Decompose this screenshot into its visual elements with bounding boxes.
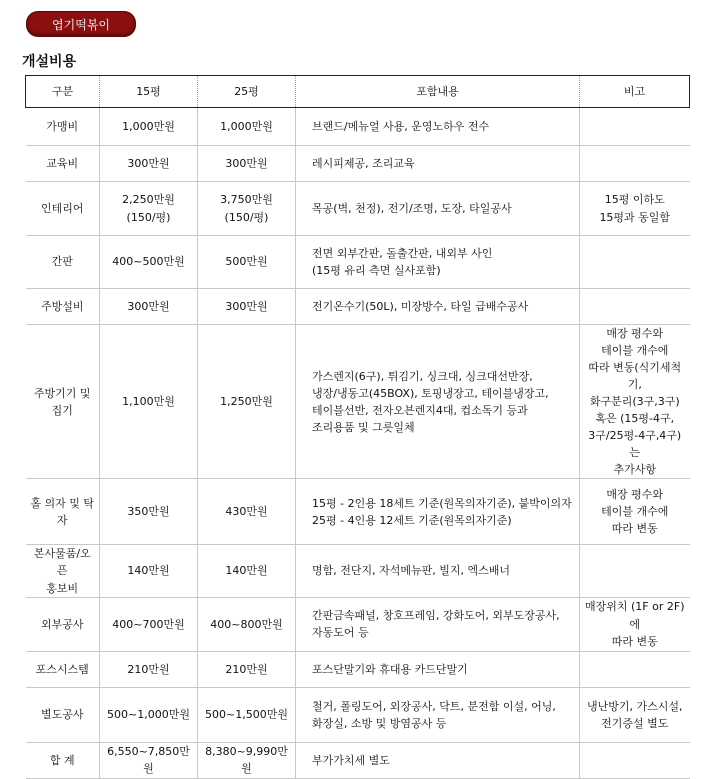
header-25pyeong: 25평 — [198, 76, 296, 108]
header-content: 포함내용 — [296, 76, 580, 108]
row-15pyeong: 210만원 — [100, 651, 198, 687]
row-15pyeong: 300만원 — [100, 289, 198, 325]
row-note — [580, 289, 690, 325]
row-25pyeong: 140만원 — [198, 545, 296, 597]
header-15pyeong: 15평 — [100, 76, 198, 108]
row-note: 15평 이하도 15평과 동일함 — [580, 182, 690, 236]
row-content: 철거, 폴링도어, 외장공사, 닥트, 분전함 이설, 어닝, 화장실, 소방 및 방염공사 등 — [296, 687, 580, 742]
row-content: 브랜드/메뉴얼 사용, 운영노하우 전수 — [296, 108, 580, 146]
row-25pyeong: 430만원 — [198, 479, 296, 545]
table-row — [26, 479, 690, 545]
table-row — [26, 182, 690, 236]
row-category: 포스시스템 — [26, 651, 100, 687]
row-15pyeong: 140만원 — [100, 545, 198, 597]
row-content: 포스단말기와 휴대용 카드단말기 — [296, 651, 580, 687]
row-content: 간판금속패널, 창호프레임, 강화도어, 외부도장공사, 자동도어 등 — [296, 597, 580, 651]
row-content: 전면 외부간판, 돌출간판, 내외부 사인 (15평 유리 측면 실사포함) — [296, 236, 580, 289]
row-25pyeong: 1,000만원 — [198, 108, 296, 146]
row-25pyeong: 1,250만원 — [198, 325, 296, 479]
row-15pyeong: 1,000만원 — [100, 108, 198, 146]
row-content: 명함, 전단지, 자석메뉴판, 빌지, 엑스배너 — [296, 545, 580, 597]
row-category: 본사물품/오픈 홍보비 — [26, 545, 100, 597]
row-category: 간판 — [26, 236, 100, 289]
row-content: 전기온수기(50L), 미장방수, 타일 급배수공사 — [296, 289, 580, 325]
table-row — [26, 236, 690, 289]
row-category: 가맹비 — [26, 108, 100, 146]
row-category: 주방설비 — [26, 289, 100, 325]
row-content: 15평 - 2인용 18세트 기준(원목의자기준), 붙박이의자 25평 - 4인용 12세트 기준(원목의자기준) — [296, 479, 580, 545]
table-row — [26, 687, 690, 742]
row-25pyeong: 8,380~9,990만원 — [198, 742, 296, 778]
row-15pyeong: 1,100만원 — [100, 325, 198, 479]
row-note — [580, 742, 690, 778]
table-row — [26, 289, 690, 325]
row-category: 합 계 — [26, 742, 100, 778]
table-row — [26, 325, 690, 479]
row-25pyeong: 210만원 — [198, 651, 296, 687]
row-15pyeong: 500~1,000만원 — [100, 687, 198, 742]
row-content: 부가가치세 별도 — [296, 742, 580, 778]
row-category: 인테리어 — [26, 182, 100, 236]
row-15pyeong: 300만원 — [100, 146, 198, 182]
row-25pyeong: 500~1,500만원 — [198, 687, 296, 742]
table-row — [26, 146, 690, 182]
table-header-row — [26, 76, 690, 108]
row-15pyeong: 6,550~7,850만원 — [100, 742, 198, 778]
table-row — [26, 597, 690, 651]
row-category: 외부공사 — [26, 597, 100, 651]
row-note — [580, 545, 690, 597]
row-note — [580, 651, 690, 687]
row-25pyeong: 300만원 — [198, 146, 296, 182]
row-category: 주방기기 및 집기 — [26, 325, 100, 479]
row-note: 매장위치 (1F or 2F)에 따라 변동 — [580, 597, 690, 651]
row-content: 가스렌지(6구), 튀김기, 싱크대, 싱크대선반장, 냉장/냉동고(45BOX), 토핑냉장고, 테이블냉장고, 테이블선반, 전자오븐렌지4대, 컵소독기 등과 조리용품 및 그릇일체 — [296, 325, 580, 479]
row-content: 목공(벽, 천정), 전기/조명, 도장, 타일공사 — [296, 182, 580, 236]
row-15pyeong: 400~500만원 — [100, 236, 198, 289]
header-note: 비고 — [580, 76, 690, 108]
row-25pyeong: 300만원 — [198, 289, 296, 325]
row-note — [580, 236, 690, 289]
row-note — [580, 108, 690, 146]
table-row-total — [26, 742, 690, 778]
cost-table — [25, 75, 690, 779]
table-row — [26, 651, 690, 687]
section-title: 개설비용 — [22, 54, 77, 70]
header-category: 구분 — [26, 76, 100, 108]
row-content: 레시피제공, 조리교육 — [296, 146, 580, 182]
row-15pyeong: 350만원 — [100, 479, 198, 545]
row-note: 매장 평수와 테이블 개수에 따라 변동(식기세척기, 화구분리(3구,3구) 혹은 (15평-4구, 3구/25평-4구,4구)는 추가사항 — [580, 325, 690, 479]
row-category: 별도공사 — [26, 687, 100, 742]
row-25pyeong: 3,750만원 (150/평) — [198, 182, 296, 236]
row-note — [580, 146, 690, 182]
row-category: 교육비 — [26, 146, 100, 182]
row-25pyeong: 400~800만원 — [198, 597, 296, 651]
table-row — [26, 108, 690, 146]
brand-badge[interactable]: 엽기떡볶이 — [26, 11, 136, 37]
row-note: 냉난방기, 가스시설, 전기증설 별도 — [580, 687, 690, 742]
table-row — [26, 545, 690, 597]
row-15pyeong: 2,250만원 (150/평) — [100, 182, 198, 236]
row-25pyeong: 500만원 — [198, 236, 296, 289]
row-15pyeong: 400~700만원 — [100, 597, 198, 651]
row-note: 매장 평수와 테이블 개수에 따라 변동 — [580, 479, 690, 545]
row-category: 홀 의자 및 탁자 — [26, 479, 100, 545]
